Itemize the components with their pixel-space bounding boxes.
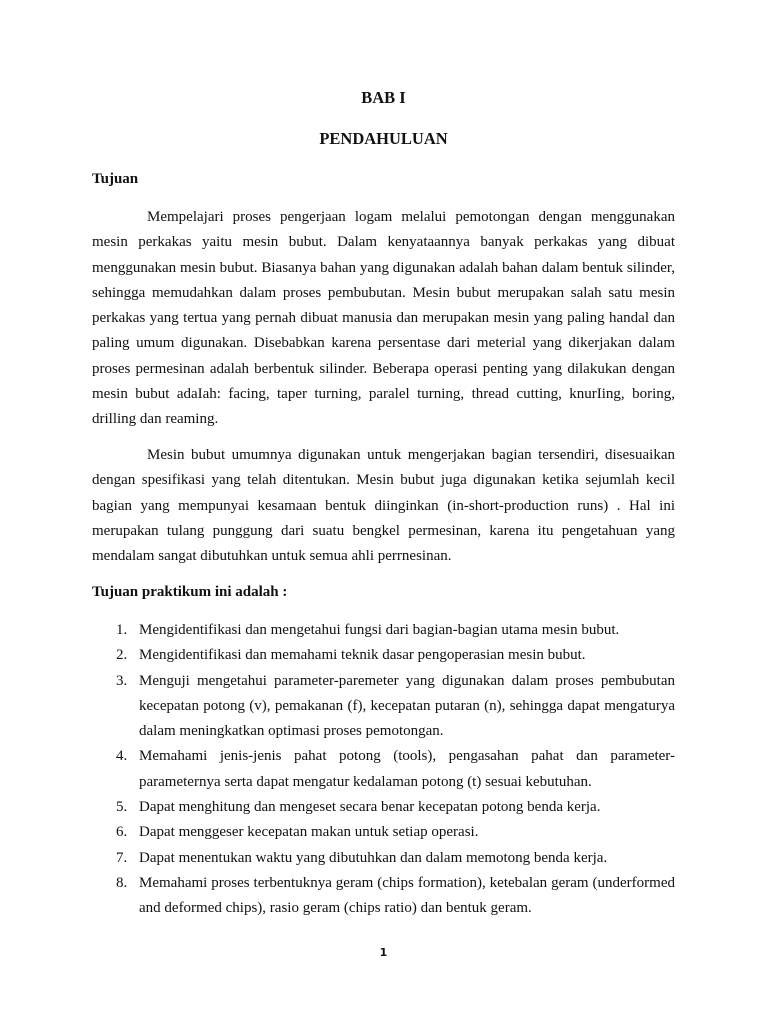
lathe-usage-paragraph: Mesin bubut umumnya digunakan untuk mengerjakan bagian tersendiri, disesuaikan dengan spesifikasi yang telah ditentukan. Mesin bubut juga digunakan ketika sejumlah kecil bagian yang mempunyai kesamaan bentuk diinginkan (in-short-production runs) . Hal ini merupakan tulang punggung dari suatu bengkel permesinan, karena itu pengetahuan yang mendalam sangat dibutuhkan untuk semua ahli perrnesinan. <box>92 447 675 565</box>
goal-number: 7. <box>116 849 128 866</box>
goal-item <box>92 820 675 845</box>
goal-text: Dapat menggeser kecepatan makan untuk setiap operasi. <box>139 824 479 841</box>
goal-item <box>92 643 675 668</box>
goal-item <box>92 669 675 745</box>
goal-number: 1. <box>116 622 128 638</box>
chapter-title: PENDAHULUAN <box>319 129 448 148</box>
goal-text: Dapat menentukan waktu yang dibutuhkan dan dalam memotong benda kerja. <box>139 849 608 866</box>
goals-list <box>92 618 675 922</box>
goal-text: Memahami proses terbentuknya geram (chips formation), ketebalan geram (underformed and deformed chips), rasio geram (chips ratio) dan bentuk geram. <box>139 874 675 917</box>
goal-item <box>92 795 675 820</box>
goal-number: 6. <box>116 824 128 841</box>
goal-item <box>92 744 675 795</box>
goal-text: Mengidentifikasi dan memahami teknik dasar pengoperasian mesin bubut. <box>139 647 586 664</box>
goal-number: 2. <box>116 647 128 664</box>
goals-heading: Tujuan praktikum ini adalah : <box>92 584 288 600</box>
goal-text: Mengidentifikasi dan mengetahui fungsi dari bagian-bagian utama mesin bubut. <box>139 622 620 638</box>
goal-number: 5. <box>116 799 128 816</box>
goal-item <box>92 618 675 643</box>
document-page <box>92 0 675 1024</box>
goal-number: 4. <box>116 748 128 765</box>
intro-paragraph: Mempelajari proses pengerjaan logam melalui pemotongan dengan menggunakan mesin perkakas yaitu mesin bubut. Dalam kenyataannya banyak perkakas yang dibuat menggunakan mesin bubut. Biasanya bahan yang digunakan adalah bahan dalam bentuk silinder, sehingga memudahkan dalam proses pembubutan. Mesin bubut merupakan salah satu mesin perkakas yang tertua yang pernah dibuat manusia dan merupakan mesin yang paling handal dan paling umum digunakan. Disebabkan karena persentase dari meterial yang dikerjakan dalam proses permesinan adalah berbentuk silinder. Beberapa operasi penting yang dilakukan dengan mesin bubut adaIah: facing, taper turning, paralel turning, thread cutting, knurIing, boring, drilling dan reaming. <box>92 209 675 428</box>
page-number: 1 <box>379 946 388 959</box>
goal-number: 3. <box>116 672 128 689</box>
goal-text: Memahami jenis-jenis pahat potong (tools), pengasahan pahat dan parameter-parameternya serta dapat mengatur kedalaman potong (t) sesuai kebutuhan. <box>139 748 675 790</box>
goal-text: Menguji mengetahui parameter-paremeter yang digunakan dalam proses pembubutan kecepatan potong (v), pemakanan (f), kecepatan putaran (n), sehingga dapat mengaturya dalam meningkatkan optimasi proses pemotongan. <box>139 672 675 740</box>
section-heading: Tujuan <box>92 171 139 187</box>
goal-item <box>92 846 675 871</box>
goal-item <box>92 871 675 922</box>
goal-number: 8. <box>116 874 128 891</box>
chapter-number: BAB I <box>361 88 406 107</box>
goal-text: Dapat menghitung dan mengeset secara benar kecepatan potong benda kerja. <box>139 799 601 816</box>
